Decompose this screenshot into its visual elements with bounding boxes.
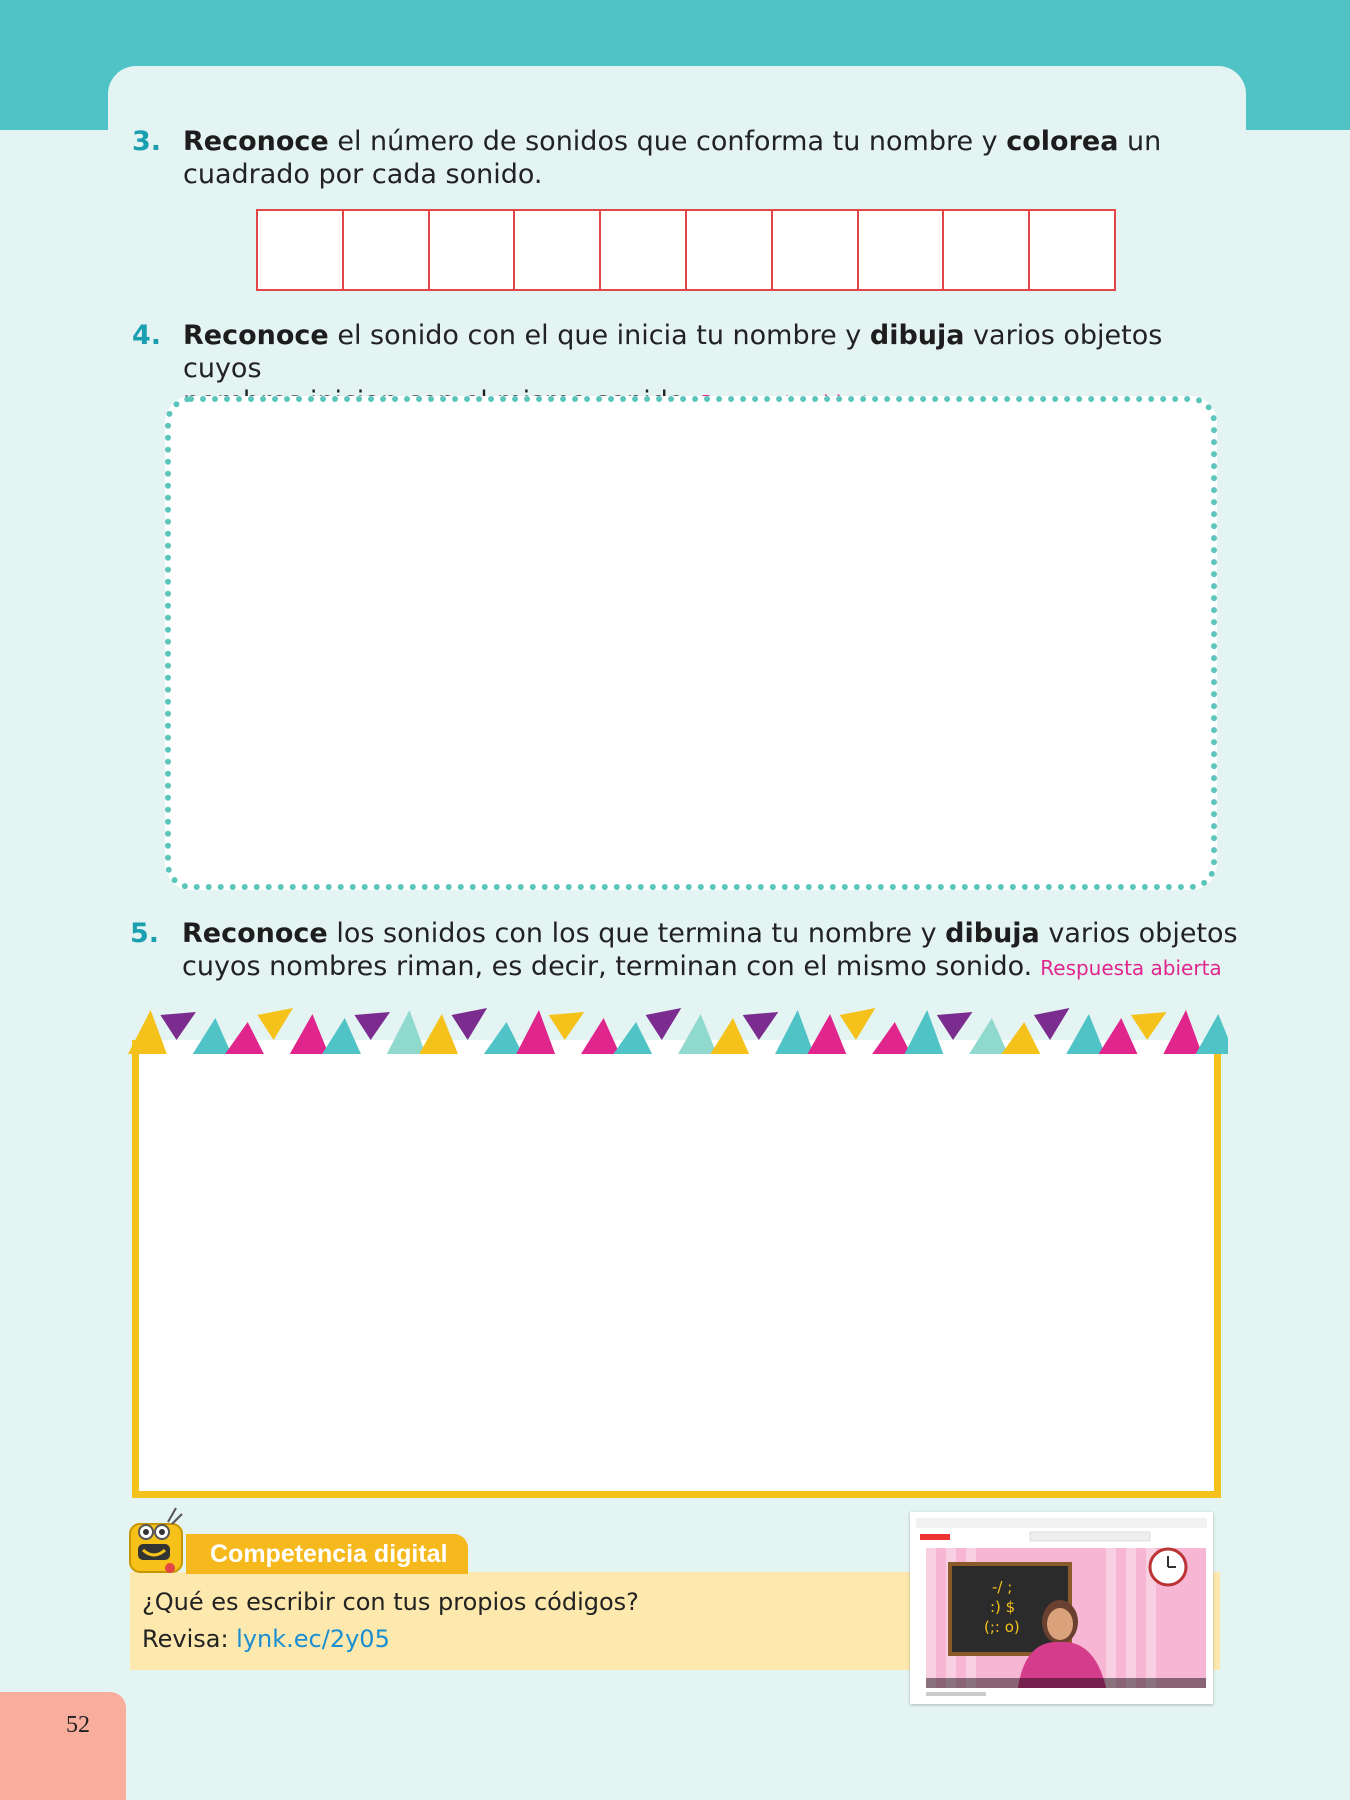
board-line-1: -/ ; bbox=[992, 1578, 1013, 1596]
sound-squares bbox=[256, 209, 1116, 291]
bunting-triangle bbox=[290, 1014, 329, 1054]
question-4-verb2: dibuja bbox=[869, 320, 965, 351]
bunting-triangle bbox=[516, 1010, 555, 1054]
bunting-triangle bbox=[387, 1010, 426, 1054]
bunting-triangle bbox=[1099, 1018, 1138, 1054]
sound-square[interactable] bbox=[515, 211, 601, 289]
bunting-triangle bbox=[257, 1008, 293, 1040]
sound-square[interactable] bbox=[859, 211, 945, 289]
sound-square[interactable] bbox=[1030, 211, 1114, 289]
bunting-triangle bbox=[160, 1012, 196, 1040]
page-number-tab bbox=[0, 1692, 126, 1800]
bunting-triangle bbox=[937, 1012, 973, 1040]
sound-square[interactable] bbox=[601, 211, 687, 289]
sound-square[interactable] bbox=[773, 211, 859, 289]
question-3-line2: cuadrado por cada sonido. bbox=[183, 159, 543, 190]
review-link[interactable]: lynk.ec/2y05 bbox=[236, 1625, 390, 1653]
bunting-triangle bbox=[613, 1022, 652, 1054]
sound-square[interactable] bbox=[344, 211, 430, 289]
question-5-verb2: dibuja bbox=[945, 918, 1040, 949]
question-5-text2: varios objetos bbox=[1039, 918, 1238, 949]
bunting-triangle bbox=[484, 1022, 523, 1054]
bunting-triangle bbox=[807, 1014, 846, 1054]
question-3-verb1: Reconoce bbox=[183, 126, 329, 157]
bunting-triangle bbox=[1163, 1010, 1202, 1054]
bunting-triangle bbox=[1002, 1022, 1041, 1054]
question-5-line2: cuyos nombres riman, es decir, terminan con el mismo sonido. bbox=[182, 951, 1033, 982]
bunting-triangle bbox=[1196, 1014, 1228, 1054]
question-5-number: 5. bbox=[130, 918, 160, 949]
bunting-triangle bbox=[1131, 1012, 1167, 1040]
bunting-triangle bbox=[840, 1008, 876, 1040]
question-4-number: 4. bbox=[132, 320, 162, 351]
question-3-verb2: colorea bbox=[1006, 126, 1119, 157]
question-4-text1: el sonido con el que inicia tu nombre y bbox=[328, 320, 870, 351]
question-5-text1: los sonidos con los que termina tu nombre y bbox=[327, 918, 946, 949]
sound-square[interactable] bbox=[430, 211, 516, 289]
bunting-triangle bbox=[193, 1018, 232, 1054]
bunting-triangle bbox=[775, 1010, 814, 1054]
bunting-triangle bbox=[128, 1010, 167, 1054]
digital-question: ¿Qué es escribir con tus propios códigos? bbox=[142, 1588, 639, 1616]
drawing-area-rhymes[interactable] bbox=[132, 1040, 1221, 1498]
video-thumbnail[interactable] bbox=[910, 1512, 1213, 1704]
question-4-verb1: Reconoce bbox=[183, 320, 329, 351]
bunting-triangle bbox=[1034, 1008, 1070, 1040]
digital-competence-title: Competencia digital bbox=[186, 1534, 468, 1574]
bunting-triangle bbox=[904, 1010, 943, 1054]
bunting-triangle bbox=[743, 1012, 779, 1040]
question-5-answer: Respuesta abierta bbox=[1040, 956, 1222, 980]
triangle-bunting-decoration bbox=[128, 996, 1228, 1064]
question-4-text2: varios objetos cuyos bbox=[183, 320, 1163, 384]
board-line-3: (;: o) bbox=[984, 1618, 1020, 1636]
bunting-triangle bbox=[452, 1008, 488, 1040]
question-3-text1: el número de sonidos que conforma tu nombre y bbox=[328, 126, 1007, 157]
bunting-triangle bbox=[354, 1012, 390, 1040]
review-label: Revisa: bbox=[142, 1625, 237, 1653]
board-line-2: :) $ bbox=[990, 1598, 1016, 1616]
bunting-triangle bbox=[419, 1014, 458, 1054]
bunting-triangle bbox=[872, 1022, 911, 1054]
bunting-triangle bbox=[969, 1018, 1008, 1054]
question-3-text2: un bbox=[1118, 126, 1162, 157]
bunting-triangle bbox=[710, 1018, 749, 1054]
sound-square[interactable] bbox=[687, 211, 773, 289]
bunting-triangle bbox=[581, 1018, 620, 1054]
bunting-triangle bbox=[225, 1022, 264, 1054]
digital-review bbox=[142, 1625, 390, 1653]
bunting-triangle bbox=[646, 1008, 682, 1040]
bunting-triangle bbox=[1066, 1014, 1105, 1054]
bunting-triangle bbox=[549, 1012, 585, 1040]
question-3-number: 3. bbox=[132, 126, 162, 157]
bunting-triangle bbox=[678, 1014, 717, 1054]
sound-square[interactable] bbox=[258, 211, 344, 289]
robot-mascot-icon bbox=[124, 1502, 196, 1586]
page-number: 52 bbox=[66, 1712, 90, 1738]
drawing-area-start-sound[interactable] bbox=[165, 396, 1217, 890]
bunting-triangle bbox=[322, 1018, 361, 1054]
question-5-verb1: Reconoce bbox=[182, 918, 328, 949]
sound-square[interactable] bbox=[944, 211, 1030, 289]
